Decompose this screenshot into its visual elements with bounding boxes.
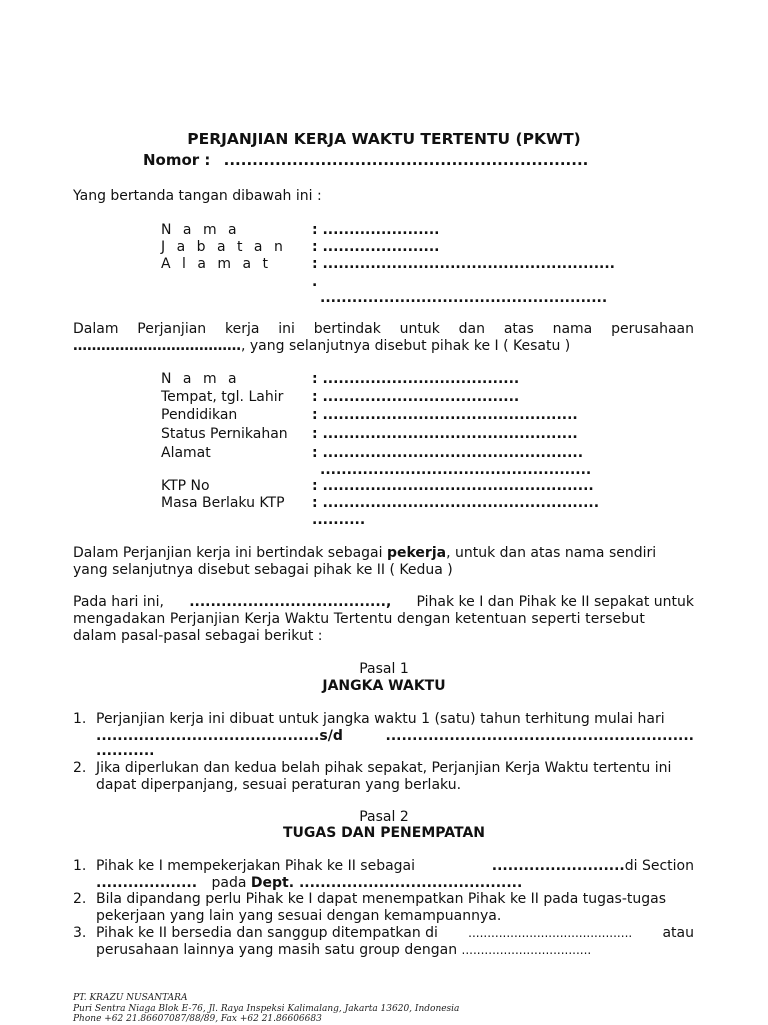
- pasal2-item2-line1: Bila dipandang perlu Pihak ke I dapat menempatkan Pihak ke II pada tugas-tugas: [96, 891, 667, 907]
- document-title: PERJANJIAN KERJA WAKTU TERTENTU (PKWT): [187, 130, 581, 148]
- party2-value-ktp: : ...................................................: [312, 478, 594, 494]
- pasal2-item1-end: [492, 858, 694, 875]
- footer-phone: Phone +62 21.86607087/88/89, Fax +62 21.86606683: [73, 1014, 322, 1024]
- word: dan: [458, 321, 485, 337]
- party2-value-nama: : .....................................: [312, 371, 520, 387]
- pasal2-label: Pasal 2: [359, 809, 409, 825]
- party2-label-ktp: KTP No: [161, 478, 210, 494]
- pasal2-num-3: 3.: [73, 925, 87, 941]
- pasal2-num-2: 2.: [73, 891, 87, 907]
- party1-para-line2: [73, 338, 570, 355]
- party2-label-nama: N a m a: [161, 371, 241, 387]
- document-number: [143, 152, 588, 169]
- nomor-label: Nomor :: [143, 151, 211, 169]
- party2-label-ttl: Tempat, tgl. Lahir: [161, 389, 284, 405]
- position-dots: .........................: [491, 858, 625, 874]
- party1-alamat-cont-1: .: [312, 274, 318, 290]
- pasal1-item2-line1: Jika diperlukan dan kedua belah pihak sepakat, Perjanjian Kerja Waktu tertentu ini: [96, 760, 672, 776]
- pasal1-item2-line2: dapat diperpanjang, sesuai peraturan yang berlaku.: [96, 777, 462, 793]
- pasal1-label: Pasal 1: [359, 661, 409, 677]
- dept-text: Dept: [250, 875, 289, 891]
- pada-text: pada: [211, 875, 247, 891]
- party2-para-line1: [73, 545, 656, 562]
- party1-para-line1: [73, 321, 694, 338]
- party2-para-start: Dalam Perjanjian kerja ini bertindak sebagai: [73, 545, 383, 561]
- pasal2-item3-line1: [96, 925, 694, 942]
- dept-dots: . ..........................................: [288, 875, 523, 891]
- word: nama: [552, 321, 593, 337]
- agreement-line3: dalam pasal-pasal sebagai berikut :: [73, 628, 323, 644]
- word: ini: [278, 321, 295, 337]
- pasal2-item3-line2-text: perusahaan lainnya yang masih satu group dengan: [96, 942, 458, 958]
- party2-label-pendidikan: Pendidikan: [161, 407, 238, 423]
- word: bertindak: [313, 321, 381, 337]
- agreement-date-dots: .....................................,: [189, 594, 392, 610]
- pasal2-heading: TUGAS DAN PENEMPATAN: [282, 825, 486, 841]
- section-dots: ...................: [96, 875, 198, 891]
- section-text: di Section: [624, 858, 694, 874]
- pasal2-num-1: 1.: [73, 858, 87, 874]
- word: kerja: [224, 321, 260, 337]
- party1-value-alamat: : .......................................................: [312, 256, 615, 272]
- party2-value-alamat: : .................................................: [312, 445, 584, 461]
- word: untuk: [399, 321, 440, 337]
- dots: ..........................................: [96, 728, 320, 744]
- footer-company: PT. KRAZU NUSANTARA: [73, 993, 188, 1003]
- party2-para-end: , untuk dan atas nama sendiri: [446, 545, 657, 561]
- word: perusahaan: [611, 321, 694, 337]
- party2-alamat-cont: ...................................................: [320, 462, 592, 478]
- intro-text: Yang bertanda tangan dibawah ini :: [73, 188, 322, 204]
- party1-alamat-cont-2: ......................................................: [320, 290, 608, 306]
- pasal1-num-1: 1.: [73, 711, 87, 727]
- nomor-value: ................................................................: [223, 151, 589, 169]
- agreement-line1: [73, 594, 694, 611]
- pekerja-term: pekerja: [386, 545, 447, 561]
- party1-company-dots: ………………………………: [73, 338, 241, 354]
- party1-value-jabatan: : ......................: [312, 239, 440, 255]
- word: atas: [503, 321, 534, 337]
- party2-masa-cont: ..........: [312, 512, 366, 528]
- party2-label-alamat: Alamat: [161, 445, 211, 461]
- party1-label-alamat: A l a m a t: [161, 256, 272, 272]
- agreement-start: Pada hari ini,: [73, 594, 164, 610]
- party1-label-nama: N a m a: [161, 222, 241, 238]
- agreement-line2: mengadakan Perjanjian Kerja Waktu Tertentu dengan ketentuan seperti tersebut: [73, 611, 645, 627]
- atau-text: atau: [662, 925, 694, 941]
- party2-value-status: : ................................................: [312, 426, 578, 442]
- pasal2-item3-line2: [96, 942, 591, 959]
- pasal2-item1-start: Pihak ke I mempekerjakan Pihak ke II sebagai: [96, 858, 416, 874]
- party2-value-masa-ktp: : ....................................................: [312, 495, 600, 511]
- party1-value-nama: : ......................: [312, 222, 440, 238]
- party2-label-masa-ktp: Masa Berlaku KTP: [161, 495, 285, 511]
- pasal1-item1-line3: ...........: [96, 743, 155, 759]
- pasal1-num-2: 2.: [73, 760, 87, 776]
- group-dots: ..................................: [461, 943, 592, 957]
- party2-value-ttl: : .....................................: [312, 389, 520, 405]
- sd-text: s/d: [319, 728, 343, 744]
- pasal1-date-end-dots: ..........................................................: [385, 728, 694, 744]
- party1-label-jabatan: J a b a t a n: [161, 239, 287, 255]
- party2-value-pendidikan: : ................................................: [312, 407, 578, 423]
- party2-label-status: Status Pernikahan: [161, 426, 288, 442]
- agreement-end: Pihak ke I dan Pihak ke II sepakat untuk: [416, 594, 694, 610]
- word: Perjanjian: [137, 321, 207, 337]
- footer-address: Puri Sentra Niaga Blok E-76, Jl. Raya Inspeksi Kalimalang, Jakarta 13620, Indonesia: [73, 1004, 460, 1014]
- pasal2-item1-line2: [96, 875, 522, 892]
- pasal1-item1-line1: Perjanjian kerja ini dibuat untuk jangka waktu 1 (satu) tahun terhitung mulai hari: [96, 711, 665, 727]
- pasal2-item2-line2: pekerjaan yang lain yang sesuai dengan kemampuannya.: [96, 908, 502, 924]
- pasal2-item1-line1: [96, 858, 694, 875]
- pasal1-item1-line2: [96, 728, 694, 745]
- pasal2-item3-start: Pihak ke II bersedia dan sanggup ditempatkan di: [96, 925, 438, 941]
- party2-para-line2: yang selanjutnya disebut sebagai pihak ke II ( Kedua ): [73, 562, 453, 578]
- pasal1-heading: JANGKA WAKTU: [322, 678, 446, 694]
- party1-para-line2-rest: , yang selanjutnya disebut pihak ke I ( Kesatu ): [241, 338, 571, 354]
- word: Dalam: [73, 321, 119, 337]
- location-dots: ...........................................: [468, 926, 633, 940]
